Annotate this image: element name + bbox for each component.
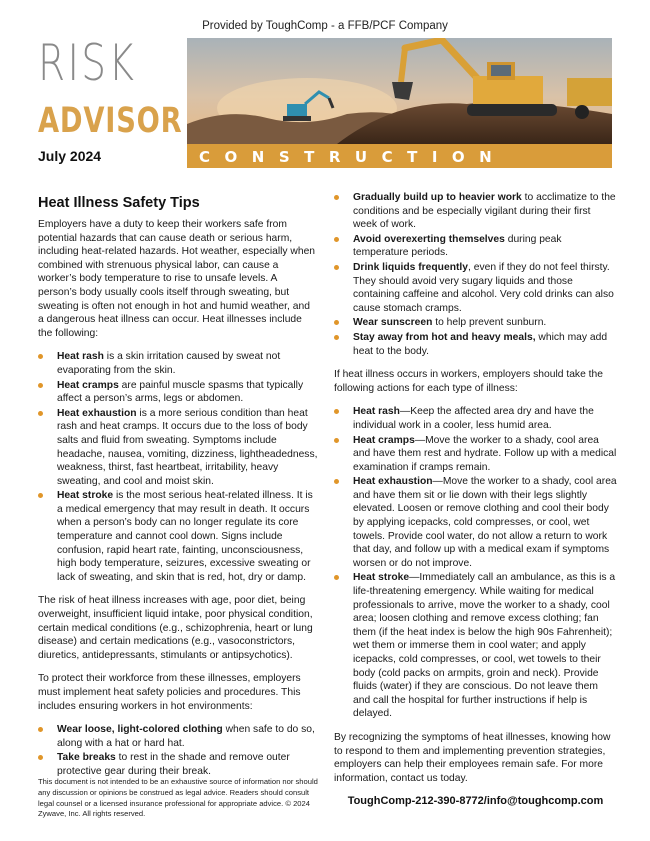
list-item: Take breaks to rest in the shade and remove outer protective gear during their break. bbox=[38, 751, 318, 778]
list-item: Heat stroke is the most serious heat-related illness. It is a medical emergency that may result in death. It occurs when a person’s body can no longer regulate its core temperature and cannot cool down. Signs include confusion, rapid heart rate, fainting, unconsciousness, high body temperature, seizures, excessive sweating or lack of sweating, and skin that is red, hot, dry or damp. bbox=[38, 489, 318, 584]
list-item: Heat exhaustion—Move the worker to a shady, cool area and have them sit or lie down with their legs slightly elevated. Loosen or remove clothing and cool their body by applying icepacks, cold compresses, or cool, wet towels. Provide cool water, do not allow a return to work that day, and follow up with a medical exam if symptoms worsen or do not improve. bbox=[334, 475, 617, 570]
bullet-icon bbox=[334, 575, 339, 580]
right-column bbox=[334, 191, 617, 809]
provided-by-line: Provided by ToughComp - a FFB/PCF Company bbox=[202, 20, 448, 32]
contact-line[interactable]: ToughComp-212-390-8772/info@toughcomp.com bbox=[347, 795, 604, 808]
bullet-icon bbox=[334, 237, 339, 242]
bullet-icon bbox=[38, 383, 43, 388]
bullet-icon bbox=[38, 493, 43, 498]
tips-list-right bbox=[334, 191, 617, 358]
actions-list bbox=[334, 405, 617, 721]
list-item: Heat rash is a skin irritation caused by sweat not evaporating from the skin. bbox=[38, 350, 318, 377]
protect-paragraph: To protect their workforce from these illnesses, employers must implement heat safety policies and procedures. This includes ensuring workers in hot environments: bbox=[38, 673, 301, 712]
section-band-label: CONSTRUCTION bbox=[199, 148, 507, 166]
bullet-icon bbox=[334, 195, 339, 200]
tips-list-left bbox=[38, 723, 318, 778]
bullet-icon bbox=[334, 320, 339, 325]
actions-intro-paragraph: If heat illness occurs in workers, employers should take the following actions for each type of illness: bbox=[334, 369, 603, 394]
list-item: Heat exhaustion is a more serious condition than heat rash and heat cramps. It occurs due to the loss of body salts and fluid from sweating. Symptoms include headache, nausea, vomiting, dizziness, lightheadedness, weakness, thirst, fast heartbeat, irritability, heavy sweating, and cool and moist skin. bbox=[38, 407, 318, 489]
legal-disclaimer: This document is not intended to be an exhaustive source of information nor should any discussion or opinions be construed as legal advice. Readers should consult legal counsel or a licensed insurance professional for appropriate advice. © 2024 Zywave, Inc. All rights reserved. bbox=[38, 777, 318, 819]
list-item: Stay away from hot and heavy meals, which may add heat to the body. bbox=[334, 331, 617, 358]
list-item: Wear loose, light-colored clothing when safe to do so, along with a hat or hard hat. bbox=[38, 723, 318, 750]
bullet-icon bbox=[334, 409, 339, 414]
list-item: Heat stroke—Immediately call an ambulance, as this is a life-threatening emergency. While waiting for medical professionals to arrive, move the worker to a shady, cool area; loosen clothing and remove excess clothing; fan them (if the heat index is below the high 90s Fahrenheit); wet them or immerse them in cool water; and apply icepacks, cold compresses, or cool, wet towels to their body (cold packs on armpits, groin and neck). Provide fluids (water) if they are conscious. Do not leave them and call the hospital for further instructions if help is delayed. bbox=[334, 571, 617, 721]
intro-paragraph: Employers have a duty to keep their workers safe from potential hazards that can cause death or serious harm, including heat-related hazards. Hot weather, especially when combined with strenuous physical labor, can cause a worker’s body temperature to rise to unsafe levels. A person’s body usually cools itself through sweating, but sweating is often not enough in hot and humid weather, and a dangerous heat illness can occur. Heat illnesses include the following: bbox=[38, 219, 316, 339]
bullet-icon bbox=[38, 411, 43, 416]
list-item: Heat cramps—Move the worker to a shady, cool area and have them rest and hydrate. Follow up with a medical examination if cramps remain. bbox=[334, 434, 617, 475]
list-item: Wear sunscreen to help prevent sunburn. bbox=[334, 316, 617, 330]
bullet-icon bbox=[38, 727, 43, 732]
logo-advisor: ADVISOR bbox=[38, 101, 183, 141]
bullet-icon bbox=[334, 438, 339, 443]
list-item: Drink liquids frequently, even if they do not feel thirsty. They should avoid very sugary liquids and those containing caffeine and alcohol. Very cold drinks can also cause stomach cramps. bbox=[334, 261, 617, 315]
left-column bbox=[38, 194, 318, 789]
bullet-icon bbox=[334, 335, 339, 340]
bullet-icon bbox=[38, 755, 43, 760]
bullet-icon bbox=[38, 354, 43, 359]
risk-paragraph: The risk of heat illness increases with age, poor diet, being overweight, insufficient liquid intake, poor physical condition, certain medical conditions (e.g., schizophrenia, heart or lung disease) and certain medications (e.g., vasoconstrictors, diuretics, antidepressants, stimulants or antipsychotics). bbox=[38, 595, 313, 661]
hero-construction-image bbox=[187, 38, 612, 144]
section-band bbox=[187, 144, 612, 168]
bullet-icon bbox=[334, 265, 339, 270]
bullet-icon bbox=[334, 479, 339, 484]
logo-risk: RISK bbox=[38, 34, 137, 92]
list-item: Heat rash—Keep the affected area dry and have the individual work in a cooler, less humid area. bbox=[334, 405, 617, 432]
issue-date: July 2024 bbox=[38, 148, 102, 164]
list-item: Avoid overexerting themselves during peak temperature periods. bbox=[334, 233, 617, 260]
illness-list bbox=[38, 350, 318, 584]
list-item: Gradually build up to heavier work to acclimatize to the conditions and be especially vigilant during their first week of work. bbox=[334, 191, 617, 232]
article-title: Heat Illness Safety Tips bbox=[38, 195, 200, 211]
closing-paragraph: By recognizing the symptoms of heat illnesses, knowing how to respond to them and implementing prevention strategies, employers can help their employees remain safe. For more information, contact us today. bbox=[334, 731, 611, 784]
list-item: Heat cramps are painful muscle spasms that typically affect a person’s arms, legs or abdomen. bbox=[38, 379, 318, 406]
